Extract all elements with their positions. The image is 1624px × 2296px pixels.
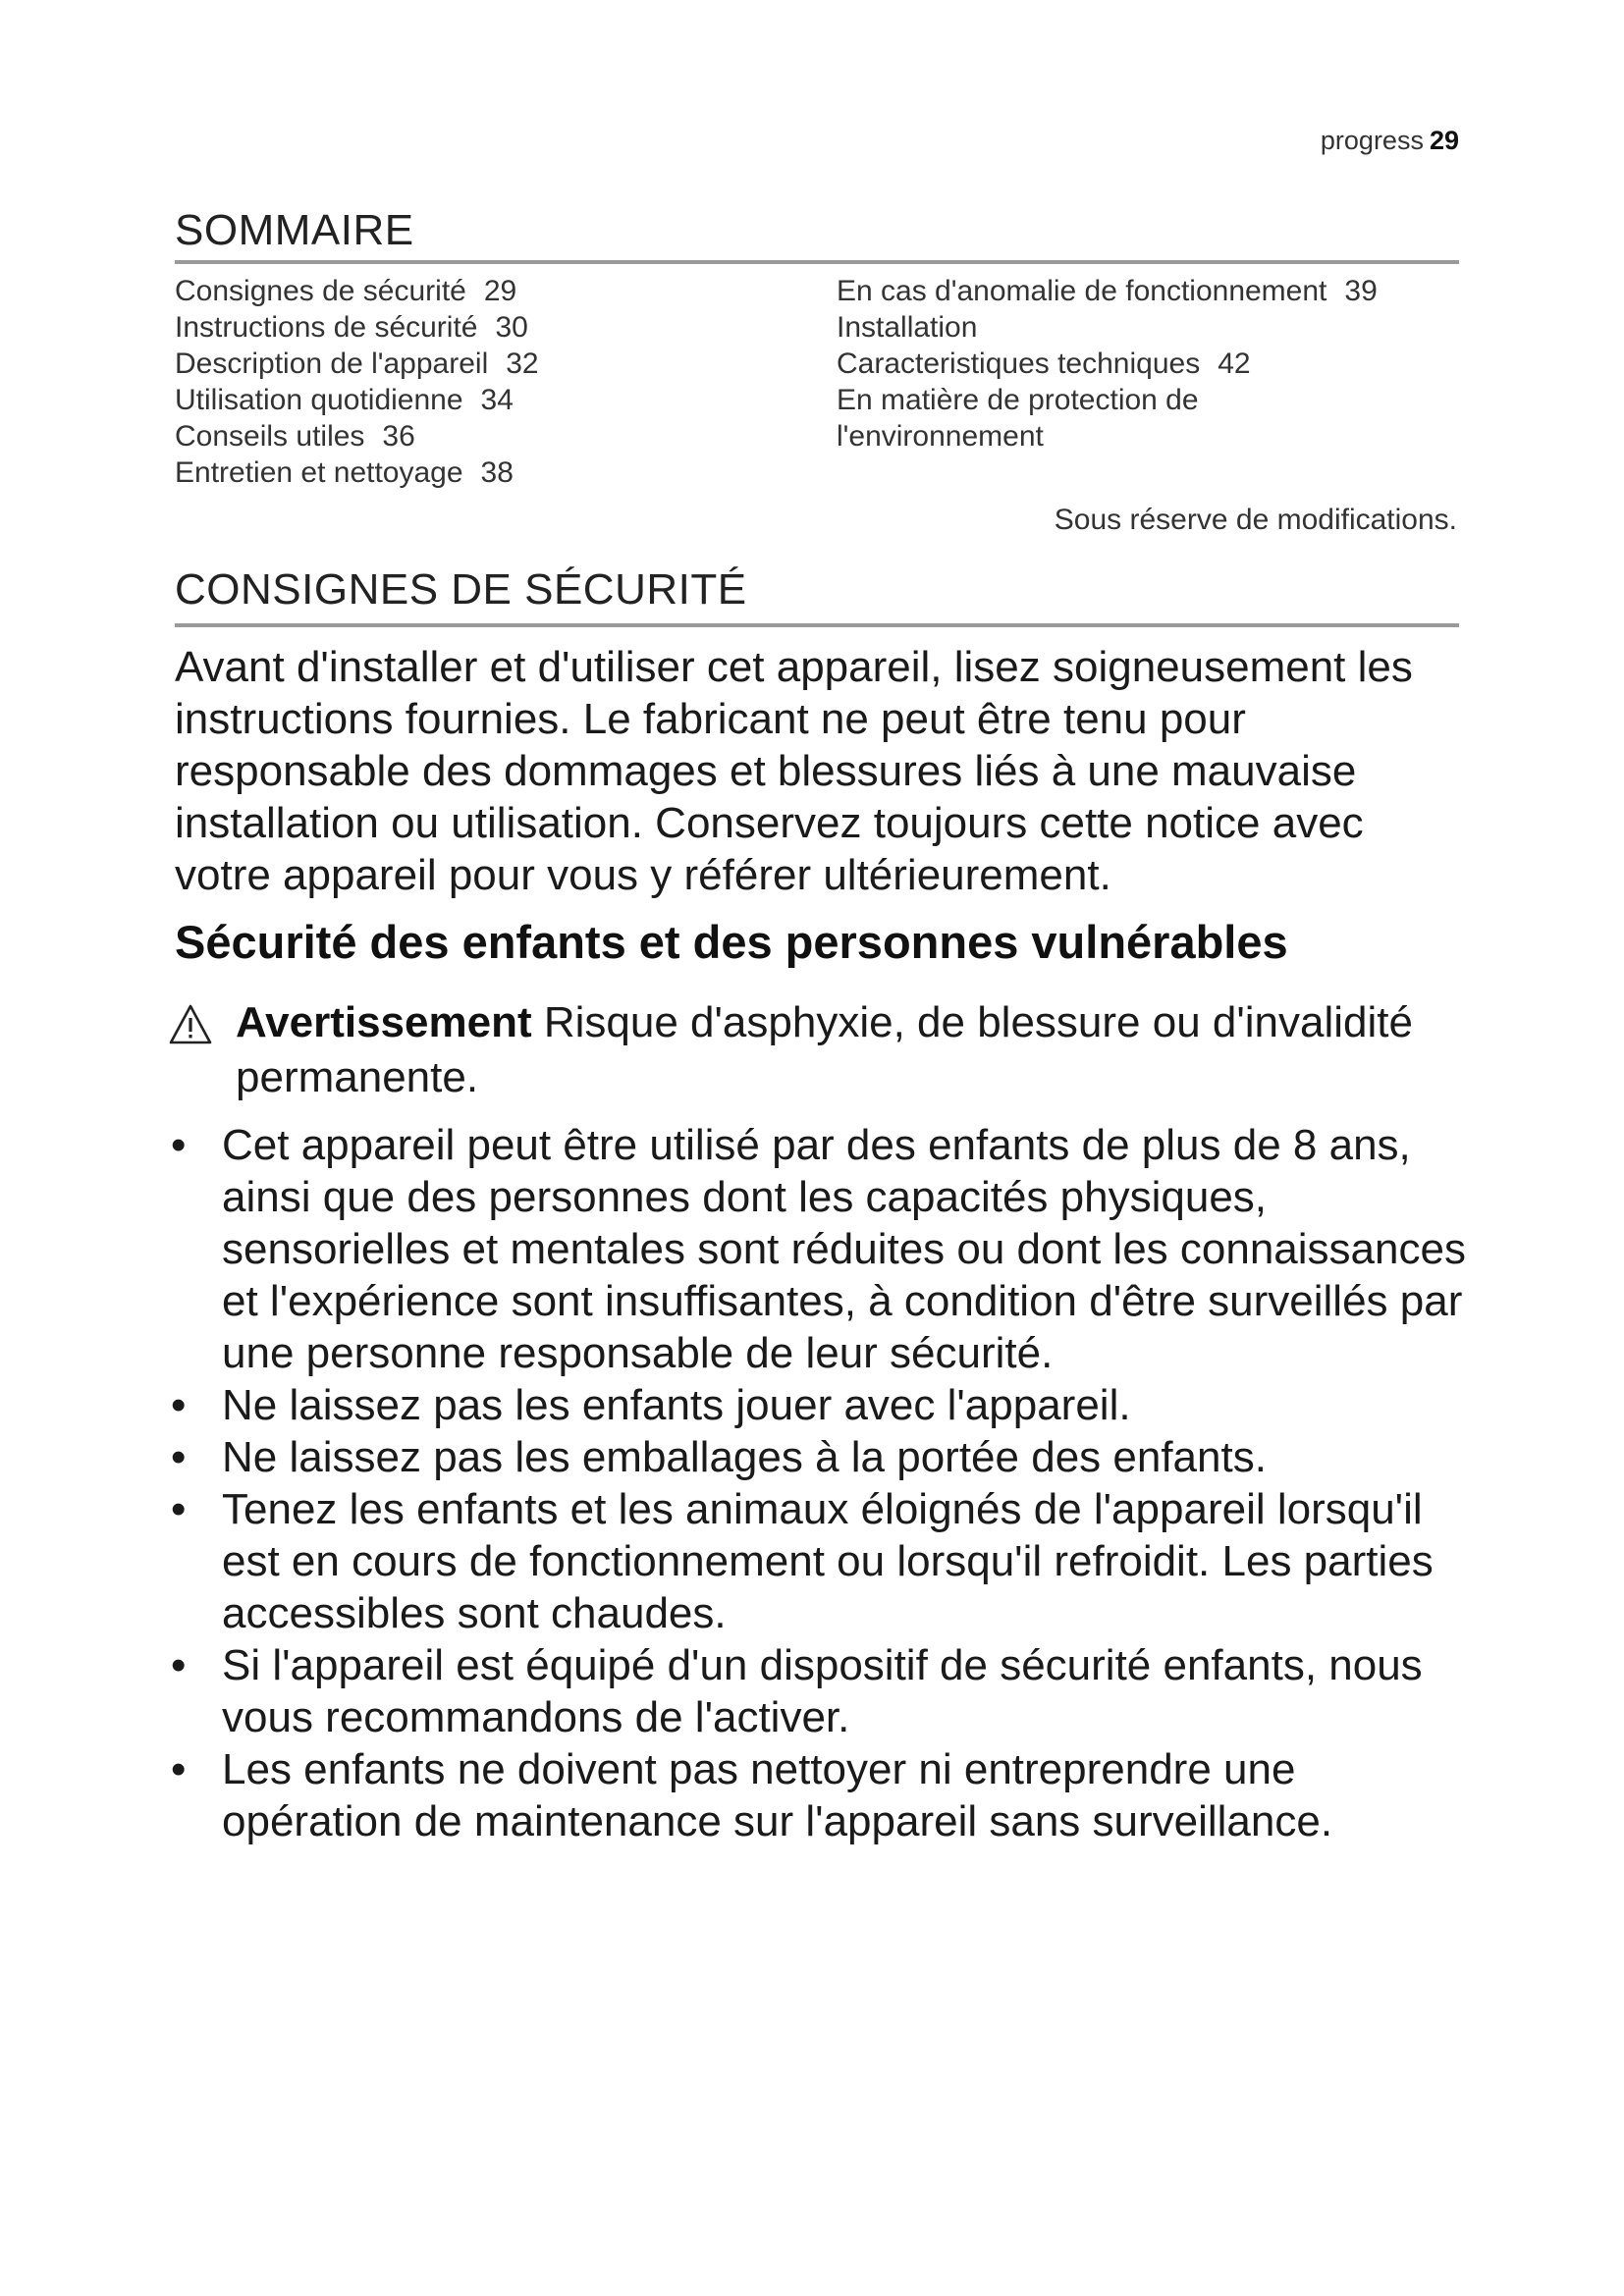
toc-item-label: Conseils utiles (175, 420, 365, 453)
list-item (169, 1483, 1467, 1639)
bullet-symbol: • (171, 1641, 187, 1689)
toc-item[interactable] (175, 309, 803, 346)
toc-item-page: 38 (480, 456, 514, 489)
safety-title: CONSIGNES DE SÉCURITÉ (175, 565, 1459, 627)
toc-item-page: 42 (1218, 347, 1251, 380)
list-item (169, 1119, 1467, 1379)
toc-item[interactable] (175, 418, 803, 454)
list-item-text: Ne laissez pas les emballages à la portée des enfants. (222, 1433, 1267, 1481)
bullet-symbol: • (171, 1121, 187, 1169)
safety-bullet-list (169, 1119, 1467, 1847)
toc-item-page: 36 (382, 420, 415, 453)
toc-item-label: En matière de protection de l'environnement (837, 384, 1199, 453)
list-item-text: Cet appareil peut être utilisé par des enfants de plus de 8 ans, ainsi que des personnes dont les capacités physiques, sensorielles et mentales sont réduites ou dont les connaissances et l'expérience sont insuffisantes, à condition d'être surveillés par une personne responsable de leur sécurité. (222, 1121, 1466, 1377)
warning-block (169, 995, 1465, 1105)
list-item-text: Tenez les enfants et les animaux éloignés de l'appareil lorsqu'il est en cours de fonctionnement ou lorsqu'il refroidit. Les parties accessibles sont chaudes. (222, 1485, 1434, 1637)
toc-item-page: 29 (483, 275, 517, 307)
list-item (169, 1639, 1467, 1743)
bullet-symbol: • (171, 1485, 187, 1533)
toc-item-page: 32 (506, 347, 539, 380)
modification-notice: Sous réserve de modifications. (1054, 504, 1457, 536)
toc-item-label: En cas d'anomalie de fonctionnement (837, 275, 1327, 307)
toc-item[interactable] (837, 346, 1465, 382)
toc-left-column (175, 273, 803, 491)
toc-item[interactable] (837, 309, 1465, 346)
toc-right-column (837, 273, 1465, 454)
brand-name: progress (1320, 126, 1424, 155)
toc-item[interactable] (837, 382, 1249, 454)
intro-paragraph: Avant d'installer et d'utiliser cet appareil, lisez soigneusement les instructions fournies. Le fabricant ne peut être tenu pour responsable des dommages et blessures liés à une mauvaise installation ou utilisation. Conservez toujours cette notice avec votre appareil pour vous y référer ultérieurement. (175, 643, 1413, 899)
toc-item-label: Description de l'appareil (175, 347, 489, 380)
list-item-text: Si l'appareil est équipé d'un dispositif de sécurité enfants, nous vous recommandons de l'activer. (222, 1641, 1423, 1741)
children-safety-heading: Sécurité des enfants et des personnes vulnérables (175, 916, 1288, 968)
bullet-symbol: • (171, 1745, 187, 1793)
warning-triangle-icon (169, 1003, 212, 1046)
toc-item-label: Caracteristiques techniques (837, 347, 1201, 380)
warning-text: Risque d'asphyxie, de blessure ou d'invalidité permanente. (236, 998, 1413, 1101)
bullet-symbol: • (171, 1381, 187, 1429)
toc-item-page: 30 (495, 311, 528, 344)
list-item (169, 1743, 1467, 1847)
toc-item[interactable] (175, 382, 803, 418)
list-item-text: Les enfants ne doivent pas nettoyer ni entreprendre une opération de maintenance sur l'appareil sans surveillance. (222, 1745, 1333, 1845)
toc-item-label: Instructions de sécurité (175, 311, 478, 344)
toc-item-page: 34 (480, 384, 514, 416)
toc-item-label: Entretien et nettoyage (175, 456, 463, 489)
bullet-symbol: • (171, 1433, 187, 1481)
toc-item-label: Utilisation quotidienne (175, 384, 463, 416)
toc-title: SOMMAIRE (175, 206, 1459, 264)
page-number: 29 (1429, 126, 1459, 155)
toc-item-page: 39 (1344, 275, 1378, 307)
warning-text-block (169, 995, 1465, 1105)
list-item-text: Ne laissez pas les enfants jouer avec l'appareil. (222, 1381, 1131, 1429)
toc-item[interactable] (175, 273, 803, 309)
warning-label: Avertissement (236, 998, 532, 1046)
toc-item[interactable] (175, 454, 803, 491)
toc-item[interactable] (175, 346, 803, 382)
toc-item-label: Installation (837, 311, 978, 344)
list-item (169, 1379, 1467, 1431)
toc-item-label: Consignes de sécurité (175, 275, 466, 307)
toc-item[interactable] (837, 273, 1465, 309)
list-item (169, 1431, 1467, 1483)
page-header (1321, 126, 1459, 156)
